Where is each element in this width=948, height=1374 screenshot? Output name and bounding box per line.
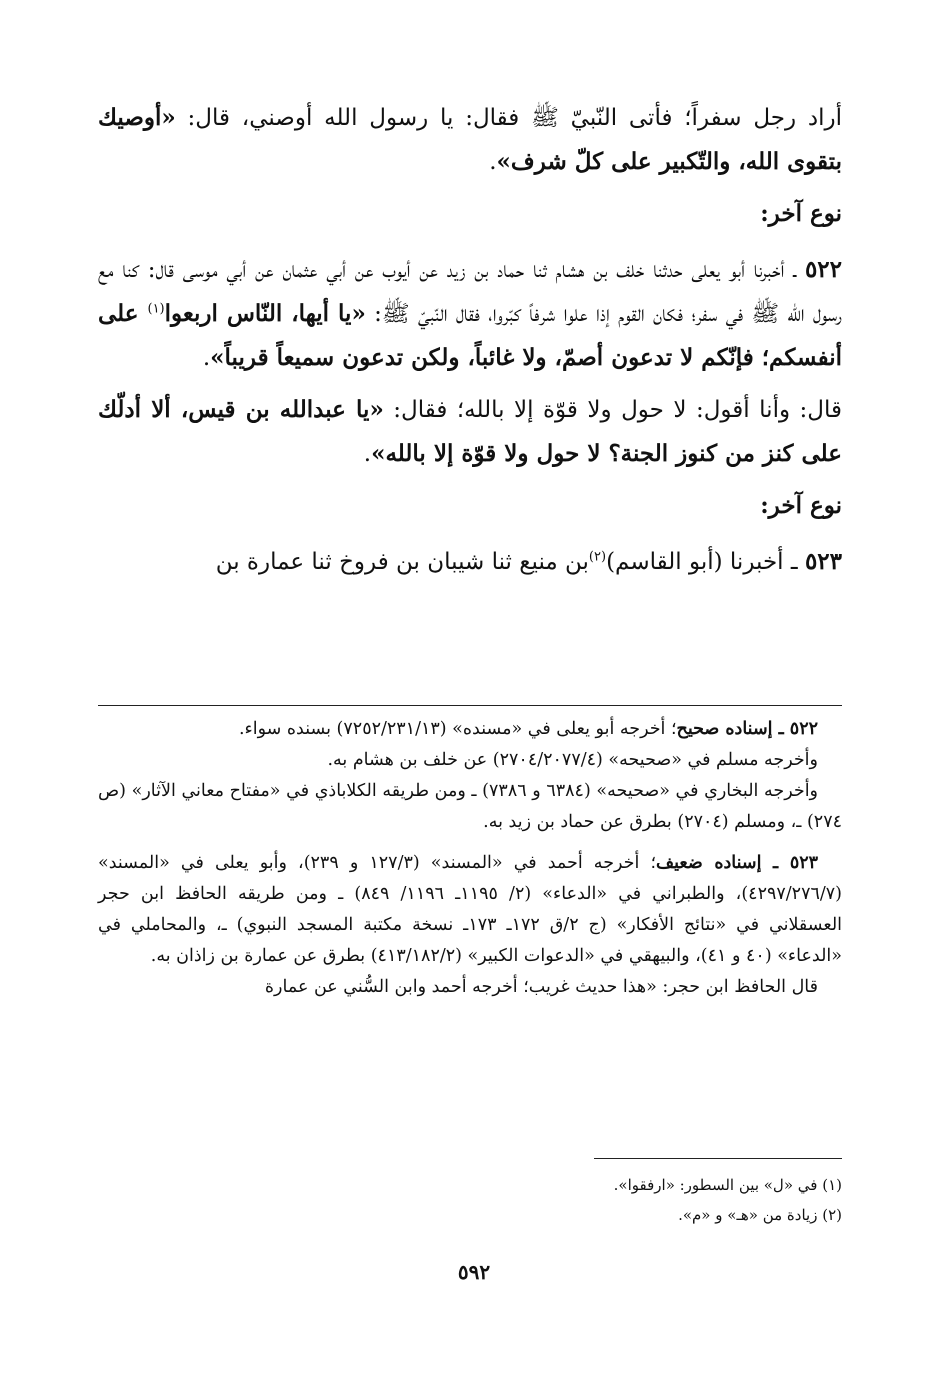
hadith-523-text-a: ـ أخبرنا (أبو القاسم) <box>606 549 805 575</box>
paragraph-intro <box>98 96 842 184</box>
hadith-number-522: ٥٢٢ <box>804 256 842 283</box>
footnote-1: (١) في «ل» بين السطور: «ارفقوا». <box>613 1176 842 1194</box>
hadith-522-text: ـ أخبرنا أبو يعلى حدثنا خلف بن هشام ثنا حماد بن زيد عن أيوب عن أبي عثمان عن أبي موسى قال: كنا مع رسول الله ﷺ في سفر؛ فكان القوم إذا علوا شرفاً كبّروا، فقال النّبيّ ﷺ: <box>98 257 842 327</box>
footnote-ref-2: (٢) <box>588 549 607 565</box>
takhrij-523-ibn-hajar: قال الحافظ ابن حجر: «هذا حديث غريب؛ أخرجه أحمد وابن السُّني عن عمارة <box>264 977 818 997</box>
takhrij-number-523: ٥٢٣ <box>789 853 819 873</box>
takhrij-522-muslim: وأخرجه مسلم في «صحيحه» (٢٧٠٤/٢٠٧٧/٤) عن خلف بن هشام به. <box>327 750 818 770</box>
section-heading-2: نوع آخر: <box>760 492 842 519</box>
intro-quote: «أوصيك بتقوى الله، والتّكبير على كلّ شرف» <box>98 104 842 175</box>
intro-end: . <box>489 149 497 175</box>
paragraph-qala <box>98 388 842 476</box>
takhrij-523-text: ؛ أخرجه أحمد في «المسند» (١٢٧/٣ و ٢٣٩)، وأبو يعلى في «المسند» (٤٢٩٧/٢٧٦/٧)، والطبراني في «الدعاء» (٢/ ١١٩٥ـ ١١٩٦/ ٨٤٩) ـ ومن طريقه الحافظ ابن حجر العسقلاني في «نتائج الأفكار» (ج ٢/ق ١٧٢ـ ١٧٣ـ نسخة مكتبة المسجد النبوي) ـ، والمحاملي في «الدعاء» (٤٠ و ٤١)، والبيهقي في «الدعوات الكبير» (٤١٣/١٨٢/٢) بطرق عن عمارة بن زاذان به. <box>98 853 843 966</box>
page-number: ٥٩٢ <box>457 1260 491 1284</box>
hadith-number-523: ٥٢٣ <box>804 548 842 575</box>
section-heading-1: نوع آخر: <box>760 200 842 227</box>
takhrij-block <box>98 714 842 1003</box>
hadith-522-quote-2: على أنفسكم؛ فإنّكم لا تدعون أصمّ، ولا غائباً، ولكن تدعون سميعاً قريباً» <box>98 300 842 371</box>
takhrij-522-text: ؛ أخرجه أبو يعلى في «مسنده» (٧٢٥٢/٢٣١/١٣) بسنده سواء. <box>238 719 677 739</box>
takhrij-number-522: ٥٢٢ <box>789 719 818 739</box>
hadith-522 <box>98 248 842 380</box>
main-divider <box>98 705 842 706</box>
footnote-ref-1: (١) <box>147 301 165 317</box>
takhrij-522 <box>98 714 842 745</box>
footnote-2: (٢) زيادة من «هـ» و «م». <box>678 1206 842 1224</box>
footnote-divider <box>594 1158 842 1159</box>
takhrij-523 <box>98 848 842 972</box>
intro-text: أراد رجل سفراً؛ فأتى النّبيّ ﷺ فقال: يا رسول الله أوصني، قال: <box>175 105 842 131</box>
qala-quote: «يا عبدالله بن قيس، ألا أدلّك على كنز من كنوز الجنة؟ لا حول ولا قوّة إلا بالله» <box>98 396 842 467</box>
takhrij-523-grade: ـ إسناده ضعيف <box>656 853 790 873</box>
takhrij-522-grade: ـ إسناده صحيح <box>676 719 790 739</box>
qala-end: . <box>363 441 372 467</box>
footnotes-block <box>98 1170 842 1230</box>
qala-text: قال: وأنا أقول: لا حول ولا قوّة إلا بالله؛ فقال: <box>383 397 842 423</box>
hadith-522-end: . <box>202 345 211 371</box>
hadith-523 <box>98 540 842 584</box>
hadith-523-text-b: بن منيع ثنا شيبان بن فروخ ثنا عمارة بن <box>215 549 589 575</box>
takhrij-522-bukhari: وأخرجه البخاري في «صحيحه» (٦٣٨٤ و ٧٣٨٦) ـ ومن طريقه الكلاباذي في «مفتاح معاني الآثار» (ص ٢٧٤) ـ، ومسلم (٢٧٠٤) بطرق عن حماد بن زيد به. <box>98 781 842 832</box>
hadith-522-quote-1: «يا أيها، النّاس اربعوا <box>164 300 366 327</box>
main-text-block <box>98 96 842 584</box>
